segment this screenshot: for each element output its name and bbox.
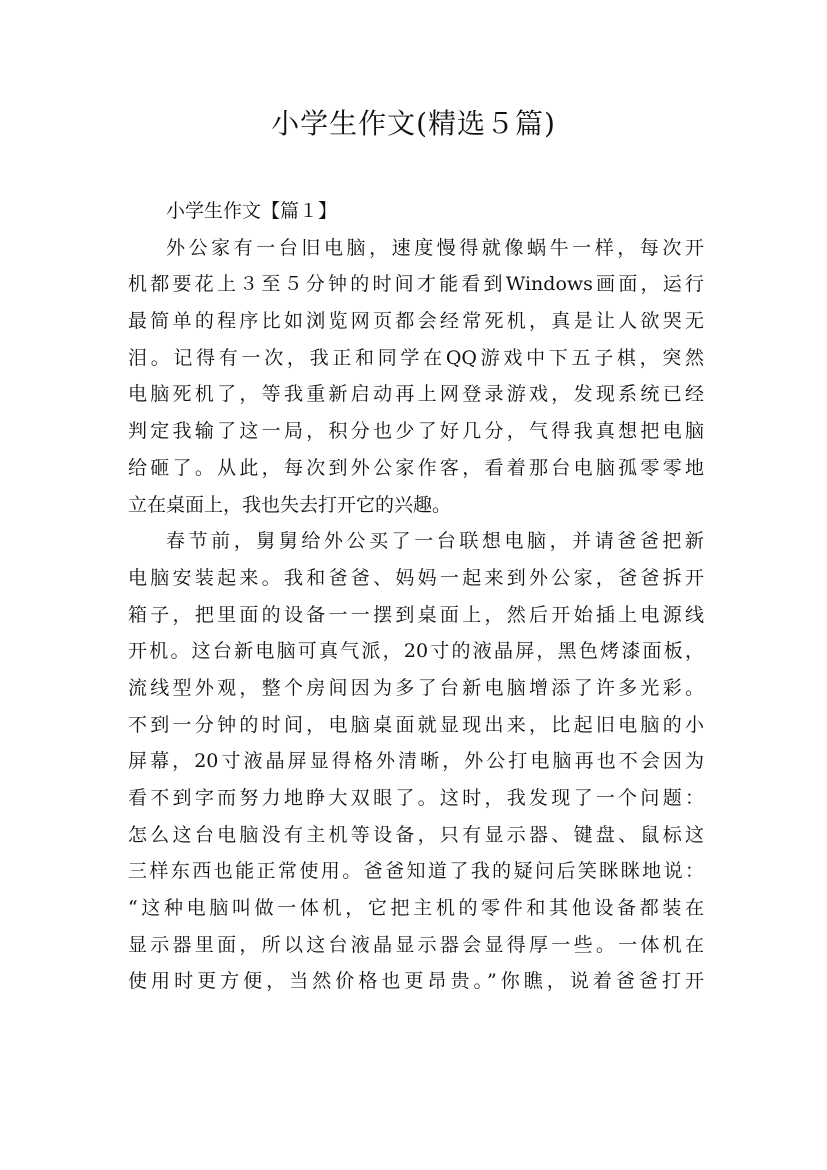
paragraph-line: 看不到字而努力地睁大双眼了。这时，我发现了一个问题： — [128, 787, 704, 809]
paragraph-line: 外公家有一台旧电脑，速度慢得就像蜗牛一样，每次开 — [166, 236, 704, 259]
paragraph-line: 立在桌面上，我也失去打开它的兴趣。 — [128, 493, 452, 516]
document-title: 小学生作文(精选５篇) — [271, 107, 556, 140]
paragraph-line: 怎么这台电脑没有主机等设备，只有显示器、键盘、鼠标这 — [128, 823, 704, 846]
paragraph-line: 给砸了。从此，每次到外公家作客，看着那台电脑孤零零地 — [128, 456, 704, 479]
paragraph-line: 屏幕，20寸液晶屏显得格外清晰，外公打电脑再也不会因为 — [128, 750, 704, 773]
paragraph-line: 不到一分钟的时间，电脑桌面就显现出来，比起旧电脑的小 — [128, 713, 704, 736]
paragraph-line: 最简单的程序比如浏览网页都会经常死机，真是让人欲哭无 — [128, 310, 704, 333]
paragraph-line: 箱子，把里面的设备一一摆到桌面上，然后开始插上电源线 — [128, 603, 704, 626]
paragraph-line: 开机。这台新电脑可真气派，20寸的液晶屏，黑色烤漆面板， — [128, 640, 704, 663]
paragraph-line: 机都要花上３至５分钟的时间才能看到Windows画面，运行 — [128, 273, 704, 296]
paragraph-2 — [128, 523, 704, 1000]
paragraph-line: 春节前，舅舅给外公买了一台联想电脑，并请爸爸把新 — [166, 530, 704, 553]
paragraph-line: 使用时更方便，当然价格也更昂贵。”你瞧，说着爸爸打开 — [128, 970, 704, 993]
paragraph-line: 显示器里面，所以这台液晶显示器会显得厚一些。一体机在 — [128, 933, 704, 956]
paragraph-1 — [128, 230, 704, 524]
section-heading: 小学生作文【篇１】 — [166, 200, 338, 222]
paragraph-line: 判定我输了这一局，积分也少了好几分，气得我真想把电脑 — [128, 420, 704, 443]
paragraph-line: 泪。记得有一次，我正和同学在QQ游戏中下五子棋，突然 — [128, 346, 704, 369]
paragraph-line: 流线型外观，整个房间因为多了台新电脑增添了许多光彩。 — [128, 676, 704, 699]
paragraph-line: 电脑死机了，等我重新启动再上网登录游戏，发现系统已经 — [128, 383, 704, 406]
document-body — [128, 193, 704, 1000]
paragraph-line: 三样东西也能正常使用。爸爸知道了我的疑问后笑眯眯地说： — [128, 860, 704, 883]
paragraph-line: “这种电脑叫做一体机，它把主机的零件和其他设备都装在 — [128, 897, 704, 920]
paragraph-line: 电脑安装起来。我和爸爸、妈妈一起来到外公家，爸爸拆开 — [128, 566, 704, 589]
